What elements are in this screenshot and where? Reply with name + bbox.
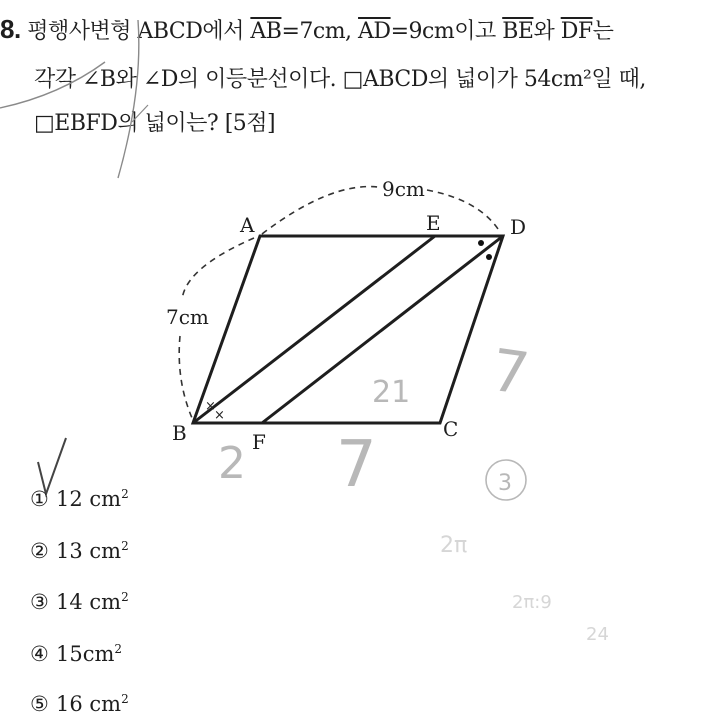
- choice-marker: ③: [30, 590, 49, 614]
- angle-mark-b: ×: [205, 399, 216, 414]
- choice-value: 13 cm: [56, 539, 122, 563]
- question-text-1d: 와: [533, 19, 561, 44]
- handwritten-note: 2π:9: [512, 592, 552, 613]
- angle-dot-d: [486, 254, 492, 260]
- segment-df: $\overline{DF}$: [560, 19, 593, 44]
- arc-ab-dashed: [182, 238, 254, 300]
- handwritten-note: 21: [372, 375, 411, 410]
- check-mark: [38, 438, 66, 494]
- vertex-label-a: A: [240, 213, 255, 237]
- choice-marker: ②: [30, 539, 49, 563]
- choice-4[interactable]: [30, 642, 122, 666]
- choice-5[interactable]: [30, 692, 129, 716]
- question-line-3: □EBFD의 넓이는? [5점]: [34, 111, 276, 136]
- handwritten-note: 2π: [440, 533, 468, 558]
- choice-exponent: 2: [121, 487, 129, 501]
- question-line-2: 각각 ∠B와 ∠D의 이등분선이다. □ABCD의 넓이가 54cm²일 때,: [34, 67, 646, 92]
- question-text-1a: 평행사변형 ABCD에서: [27, 19, 251, 44]
- vertex-label-f: F: [252, 430, 266, 454]
- segment-ad: $\overline{AD}$: [358, 19, 391, 44]
- choice-exponent: 2: [121, 590, 129, 604]
- angle-dot-d: [478, 240, 484, 246]
- choice-exponent: 2: [114, 642, 123, 656]
- length-label-ab: 7cm: [166, 305, 209, 329]
- question-text-1e: 는: [592, 19, 614, 44]
- vertex-label-c: C: [443, 417, 459, 441]
- choice-1[interactable]: [30, 487, 129, 511]
- arc-ab-dashed: [179, 336, 192, 418]
- choice-exponent: 2: [121, 692, 129, 706]
- length-label-ad: 9cm: [382, 177, 425, 201]
- choice-value: 12 cm: [56, 487, 122, 511]
- pencil-stroke: [132, 105, 148, 122]
- question-text-1b: =7cm,: [281, 19, 359, 44]
- choice-value: 14 cm: [56, 590, 122, 614]
- handwritten-note: 7: [487, 335, 534, 409]
- handwritten-note: 7: [336, 428, 377, 502]
- pencil-stroke: [0, 62, 105, 108]
- choice-3[interactable]: [30, 590, 129, 614]
- question-number: 8.: [0, 14, 21, 44]
- choice-marker: ④: [30, 642, 49, 666]
- arc-ad-dashed: [262, 187, 378, 234]
- choice-marker: ⑤: [30, 692, 49, 716]
- question-text-1c: =9cm이고: [390, 19, 503, 44]
- vertex-label-e: E: [426, 211, 441, 235]
- choice-marker: ①: [30, 487, 49, 511]
- angle-mark-b: ×: [214, 408, 225, 423]
- pencil-stroke: [118, 20, 139, 178]
- segment-be: $\overline{BE}$: [502, 19, 534, 44]
- vertex-label-d: D: [510, 215, 527, 239]
- choice-exponent: 2: [121, 539, 129, 553]
- vertex-label-b: B: [172, 421, 187, 445]
- handwritten-note: 3: [498, 471, 512, 496]
- parallelogram-abcd: [193, 236, 503, 423]
- segment-ab: $\overline{AB}$: [250, 19, 282, 44]
- choice-value: 16 cm: [56, 692, 122, 716]
- choice-value: 15cm: [56, 642, 115, 666]
- choice-2[interactable]: [30, 539, 129, 563]
- handwritten-note: 24: [586, 624, 609, 645]
- handwritten-note: 2: [218, 438, 246, 489]
